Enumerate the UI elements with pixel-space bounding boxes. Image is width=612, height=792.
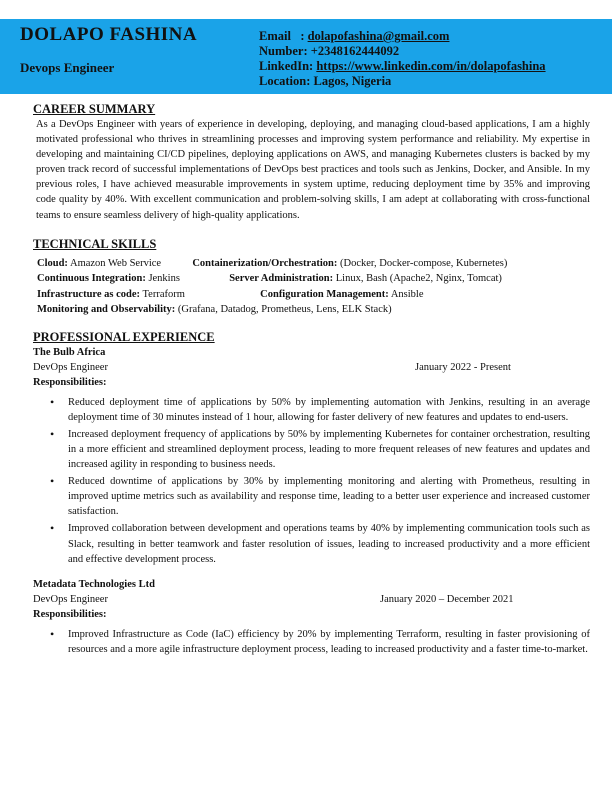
skill-label: Monitoring and Observability: xyxy=(37,304,176,316)
responsibility-item: • Reduced deployment time of applications by 50% by implementing automation with Jenkins, resulting in an average deployment time of 30 minutes instead of 1 hour, allowing for faster delivery of new features and updates to end-users. xyxy=(33,395,590,425)
email-row xyxy=(259,29,546,44)
skill-label: Server Administration: xyxy=(229,273,334,285)
skill-value: Amazon Web Service xyxy=(69,257,162,269)
responsibility-item: • Reduced downtime of applications by 30% by implementing monitoring and alerting with Prometheus, resulting in improved uptime metrics such as availability and response time, leading to a better user experience and increased customer satisfaction. xyxy=(33,474,590,519)
career-summary-text: As a DevOps Engineer with years of experience in developing, deploying, and managing cloud-based applications, I am a highly motivated professional who thrives in streamlining processes and improving system performance and reliability. My expertise in developing and maintaining CI/CD pipelines, deploying applications on AWS, and managing Kubernetes clusters is backed by my proven track record of successful implementations of DevOps best practices and tools such as Jenkins, Docker, and Ansible. In my previous roles, I have achieved measurable improvements in system uptime, reducing deployment time by 35% and improving code quality by 40%. With excellent communication and problem-solving skills, I am adept at collaborating with cross-functional teams to ensure seamless delivery of high-quality applications. xyxy=(36,119,590,221)
job-company: Metadata Technologies Ltd xyxy=(33,578,155,590)
linkedin-label: LinkedIn: xyxy=(259,59,317,73)
skills-row xyxy=(37,256,590,272)
skill-value: Ansible xyxy=(390,288,424,300)
skill-label: Configuration Management: xyxy=(260,288,389,300)
job-dates: January 2022 - Present xyxy=(415,361,511,373)
responsibility-item: • Increased deployment frequency of applications by 50% by implementing Kubernetes for container orchestration, resulting in a more efficient and streamlined deployment process, leading to more frequent releases of new features and updates and increased agility in responding to business needs. xyxy=(33,427,590,472)
responsibility-item: • Improved Infrastructure as Code (IaC) efficiency by 20% by implementing Terraform, resulting in faster provisioning of resources and a more agile infrastructure deployment process, leading to increased productivity and a faster time-to-market. xyxy=(33,627,590,657)
header-banner xyxy=(0,19,612,94)
technical-skills-heading: TECHNICAL SKILLS xyxy=(33,236,157,251)
resume-body xyxy=(33,101,590,659)
number-row xyxy=(259,44,546,59)
candidate-name: DOLAPO FASHINA xyxy=(20,24,198,45)
career-summary-section xyxy=(33,101,590,223)
skill-value: (Docker, Docker-compose, Kubernetes) xyxy=(340,257,508,269)
skill-value: Jenkins xyxy=(148,273,180,285)
job-company: The Bulb Africa xyxy=(33,346,106,358)
professional-experience-section xyxy=(33,329,590,657)
job-entry xyxy=(33,345,590,567)
job-role-line xyxy=(33,592,590,607)
job-role: DevOps Engineer xyxy=(33,361,108,373)
skills-list xyxy=(37,256,590,318)
skill-value: (Grafana, Datadog, Prometheus, Lens, ELK Stack) xyxy=(177,304,392,316)
contact-block xyxy=(259,29,546,89)
skill-label: Cloud: xyxy=(37,257,68,269)
career-summary-heading: CAREER SUMMARY xyxy=(33,102,156,116)
skill-label: Infrastructure as code: xyxy=(37,288,141,300)
responsibility-list xyxy=(33,627,590,657)
job-dates: January 2020 – December 2021 xyxy=(380,593,514,605)
skills-row xyxy=(37,287,590,303)
skills-row xyxy=(37,302,590,318)
skill-label: Containerization/Orchestration: xyxy=(192,257,338,269)
email-label: Email : xyxy=(259,29,308,43)
location-row xyxy=(259,74,546,89)
number-label: Number: xyxy=(259,44,311,58)
email-link[interactable]: dolapofashina@gmail.com xyxy=(307,29,450,43)
location-label: Location: xyxy=(259,74,314,88)
professional-experience-heading: PROFESSIONAL EXPERIENCE xyxy=(33,329,215,344)
skill-value: Linux, Bash (Apache2, Nginx, Tomcat) xyxy=(335,273,502,285)
skill-label: Continuous Integration: xyxy=(37,273,146,285)
candidate-title: Devops Engineer xyxy=(20,60,115,75)
responsibilities-label: Responsibilities: xyxy=(33,376,107,388)
linkedin-row xyxy=(259,59,546,74)
linkedin-link[interactable]: https://www.linkedin.com/in/dolapofashina xyxy=(316,59,546,73)
skill-value: Terraform xyxy=(142,288,185,300)
job-role-line xyxy=(33,360,590,375)
location-value: Lagos, Nigeria xyxy=(313,74,392,88)
job-role: DevOps Engineer xyxy=(33,593,108,605)
phone-number: +2348162444092 xyxy=(310,44,400,58)
job-entry xyxy=(33,577,590,657)
technical-skills-section xyxy=(33,236,590,318)
responsibility-list xyxy=(33,395,590,567)
responsibilities-label: Responsibilities: xyxy=(33,608,107,620)
responsibility-item: • Improved collaboration between development and operations teams by 40% by implementing communication tools such as Slack, resulting in better teamwork and faster resolution of issues, leading to increased productivity and a more efficient and effective development process. xyxy=(33,521,590,566)
skills-row xyxy=(37,271,590,287)
